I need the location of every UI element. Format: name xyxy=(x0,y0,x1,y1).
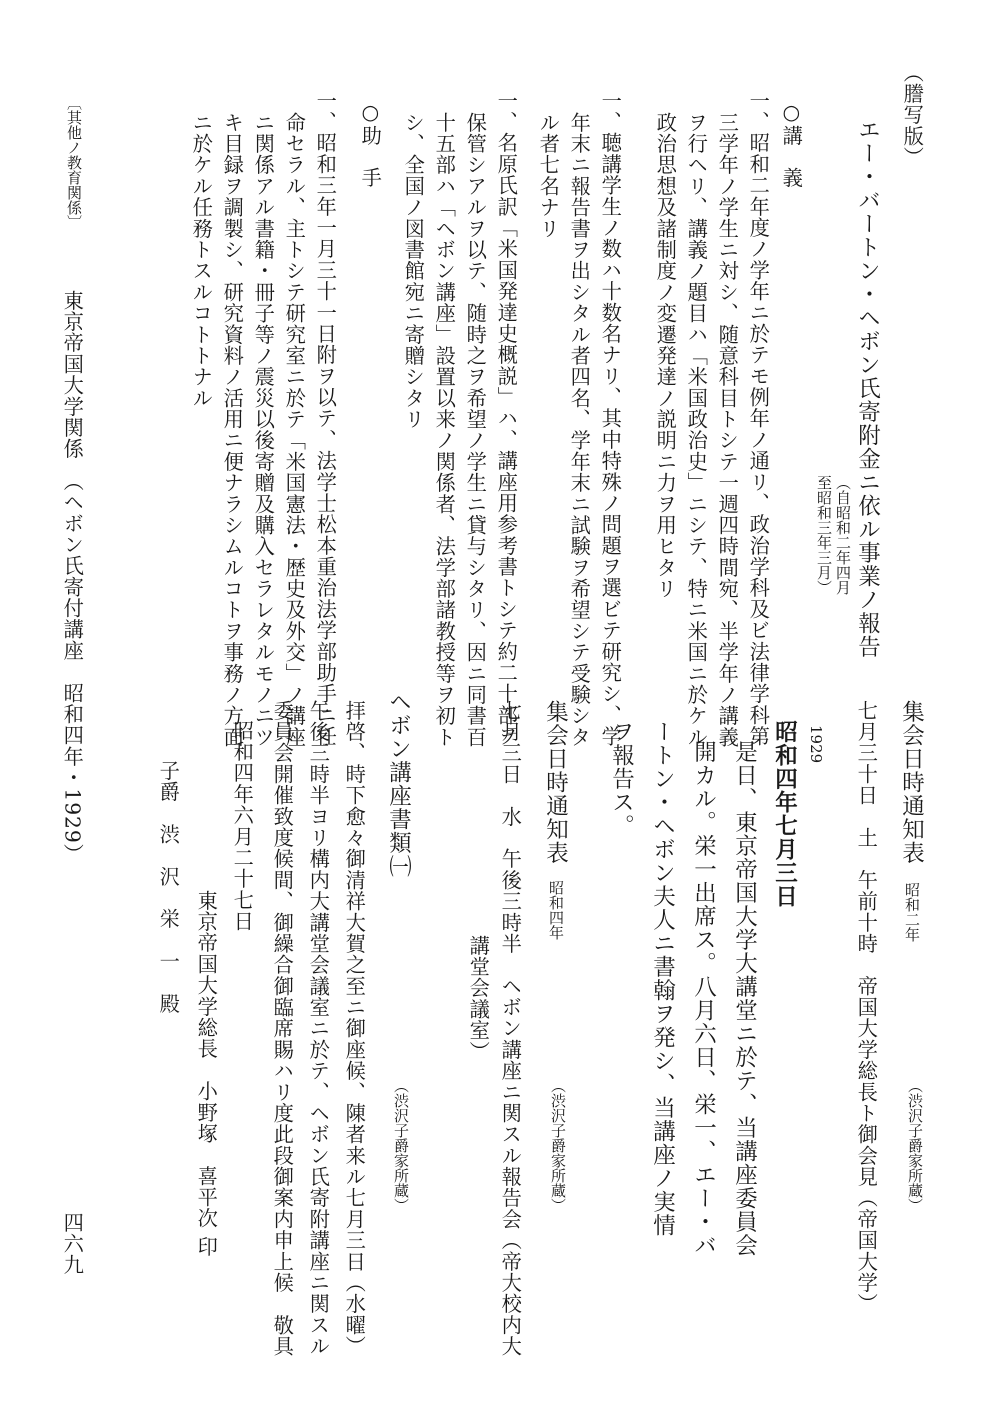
report-period-1: （自昭和二年四月 xyxy=(834,475,852,595)
letter-line: 委員会開催致度候間、御繰合御臨席賜ハリ度此段御案内申上候 敬具 xyxy=(270,700,295,1357)
paragraph-line: 一、昭和三年一月三十一日附ヲ以テ、法学士松本重治法学部助手ニ任 xyxy=(313,90,338,747)
document-title: ヘボン講座書類㈠ xyxy=(385,690,412,878)
paragraph-line: 十五部ハ「ヘボン講座」設置以来ノ関係者、法学部諸教授等ヲ初ト xyxy=(432,112,457,748)
schedule-entry-continued: 講堂会議室） xyxy=(466,935,491,1063)
paragraph-line: 三学年ノ学生ニ対シ、随意科目トシテ一週四時間宛、半学年ノ講義 xyxy=(715,112,740,748)
schedule-heading: 集会日時通知表 xyxy=(542,700,569,865)
body-line: 是日、東京帝国大学大講堂ニ於テ、当講座委員会 xyxy=(731,740,758,1257)
paragraph-line: ニ於ケル任務トスルコトトナル xyxy=(189,112,214,409)
paragraph-line: 保管シアルヲ以テ、随時之ヲ希望ノ学生ニ貸与シタリ、因ニ同書百 xyxy=(463,112,488,748)
letter-line: 拝啓、時下愈々御清祥大賀之至ニ御座候、陳者来ル七月三日（水曜） xyxy=(342,700,367,1357)
section-heading-assistant: ○助 手 xyxy=(358,100,383,189)
source-note: （渋沢子爵家所蔵） xyxy=(906,1078,924,1213)
schedule-year: 昭和二年 xyxy=(903,882,921,942)
letter-line: 午後三時半ヨリ構内大講堂会議室ニ於テ、ヘボン氏寄附講座ニ関スル xyxy=(306,700,331,1357)
year-label: 1929 xyxy=(807,725,825,764)
paragraph-line: ル者七名ナリ xyxy=(536,112,561,240)
copy-note: （謄写版） xyxy=(900,62,925,168)
letter-date: 昭和四年六月二十七日 xyxy=(230,720,255,932)
paragraph-line: 一、聴講学生ノ数ハ十数名ナリ、其中特殊ノ問題ヲ選ビテ研究シ、学 xyxy=(598,90,623,747)
report-period-2: 至昭和三年三月） xyxy=(815,475,833,595)
date-heading: 昭和四年七月三日 xyxy=(771,720,798,908)
body-line: ートン・ヘボン夫人ニ書翰ヲ発シ、当講座ノ実情 xyxy=(649,720,676,1237)
footer-section: 東京帝国大学関係 （ヘボン氏寄付講座 昭和四年・1929） xyxy=(60,290,85,865)
paragraph-line: ニ関係アル書籍・冊子等ノ震災以後寄贈及購入セラレタルモノニツ xyxy=(251,112,276,748)
schedule-heading: 集会日時通知表 xyxy=(898,700,925,865)
source-note: （渋沢子爵家所蔵） xyxy=(392,1078,410,1213)
report-title: エー・バートン・ヘボン氏寄附金ニ依ル事業ノ報告 xyxy=(854,118,881,659)
section-heading-lecture: ○講 義 xyxy=(779,100,804,189)
paragraph-line: シ、全国ノ図書館宛ニ寄贈シタリ xyxy=(401,112,426,430)
paragraph-line: キ目録ヲ調製シ、研究資料ノ活用ニ便ナラシムルコトヲ事務ノ方面 xyxy=(220,112,245,748)
paragraph-line: 年末ニ報告書ヲ出シタル者四名、学年末ニ試験ヲ希望シテ受験シタ xyxy=(567,112,592,748)
letter-addressee: 子爵 渋 沢 栄 一 殿 xyxy=(156,760,181,1015)
source-note: （渋沢子爵家所蔵） xyxy=(549,1078,567,1213)
paragraph-line: 政治思想及諸制度ノ変遷発達ノ説明ニ力ヲ用ヒタリ xyxy=(653,112,678,600)
page-number: 四六九 xyxy=(60,1212,85,1276)
paragraph-line: 一、昭和二年度ノ学年ニ於テモ例年ノ通リ、政治学科及ビ法律学科第 xyxy=(746,90,771,747)
footer-category: 〔其他ノ教育関係〕 xyxy=(65,95,83,230)
paragraph-line: 命セラル、主トシテ研究室ニ於テ「米国憲法・歴史及外交」ノ講座 xyxy=(282,112,307,748)
body-line: 開カル。栄一出席ス。八月六日、栄一、エー・バ xyxy=(690,740,717,1257)
schedule-entry: 七月三十日 土 午前十時 帝国大学総長ト御会見（帝国大学） xyxy=(854,700,879,1315)
paragraph-line: ヲ行ヘリ、講義ノ題目ハ「米国政治史」ニシテ、特ニ米国ニ於ケル xyxy=(684,112,709,748)
body-line: ヲ報告ス。 xyxy=(608,720,635,838)
schedule-year: 昭和四年 xyxy=(547,880,565,940)
letter-sender: 東京帝国大学総長 小野塚 喜平次 印 xyxy=(194,890,219,1258)
paragraph-line: 一、名原氏訳「米国発達史概説」ハ、講座用参考書トシテ約二十部ヲ xyxy=(494,90,519,747)
schedule-entry: 七月三日 水 午後三時半 ヘボン講座ニ関スル報告会（帝大校内大 xyxy=(498,700,523,1357)
